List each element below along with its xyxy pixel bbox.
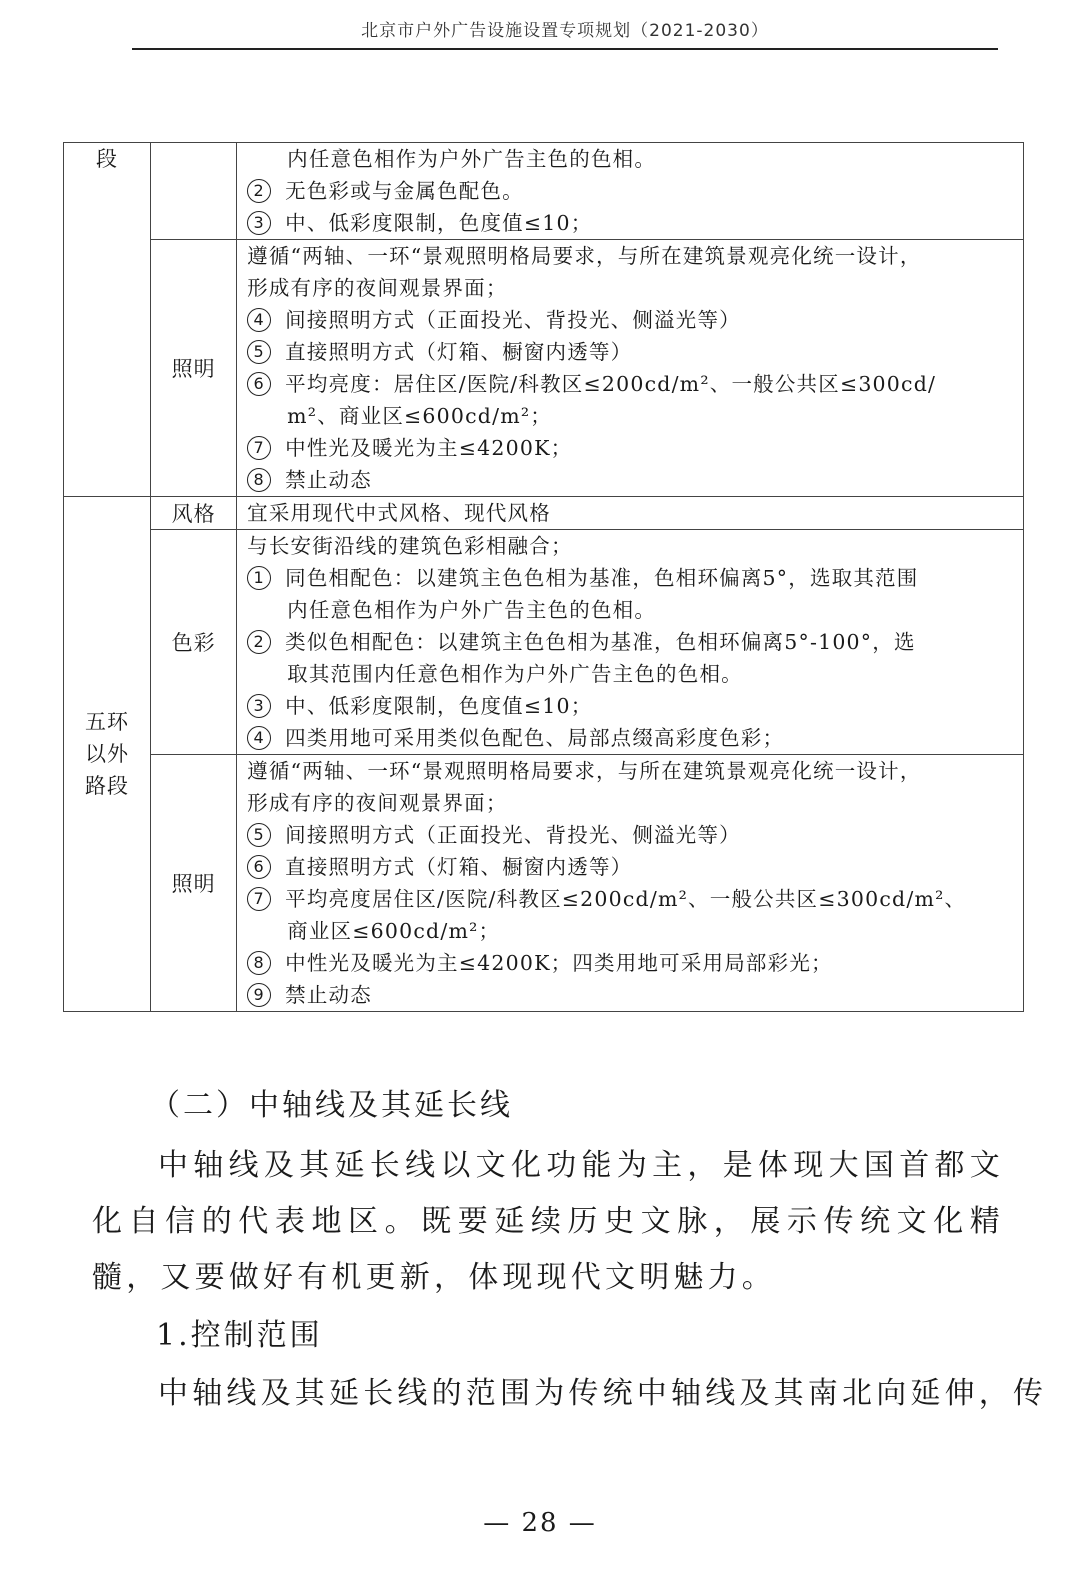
aspect-label: 风格 [171,502,216,526]
item-text: 中性光及暖光为主≤4200K；四类用地可采用局部彩光； [285,951,833,975]
content-line [247,594,1013,626]
item-number-marker: 6 [247,372,271,396]
table-row [64,497,1024,530]
aspect-cell [151,143,237,240]
content-cell [237,530,1024,755]
content-line [247,272,1013,304]
item-text: 内任意色相作为户外广告主色的色相。 [287,598,657,622]
item-text: 平均亮度居住区/医院/科教区≤200cd/m²、一般公共区≤300cd/m²、 [285,887,967,911]
section-label: 段 [96,147,119,171]
content-line [247,497,1013,529]
item-text: 平均亮度：居住区/医院/科教区≤200cd/m²、一般公共区≤300cd/ [285,372,937,396]
item-text: 商业区≤600cd/m²； [287,919,501,943]
aspect-cell [151,530,237,755]
content-line [247,819,1013,851]
item-text: 遵循“两轴、一环“景观照明格局要求，与所在建筑景观亮化统一设计， [247,759,922,783]
content-line [247,915,1013,947]
item-text: 宜采用现代中式风格、现代风格 [247,501,551,525]
content-cell [237,143,1024,240]
content-cell [237,240,1024,497]
content-line [247,175,1013,207]
table-row [64,143,1024,240]
item-number-marker: 5 [247,823,271,847]
content-line [247,722,1013,754]
page-number: — 28 — [483,1508,597,1538]
content-line [247,851,1013,883]
item-text: 形成有序的夜间观景界面； [247,276,508,300]
item-text: 中、低彩度限制，色度值≤10； [285,694,593,718]
item-text: 中性光及暖光为主≤4200K； [285,436,573,460]
aspect-label: 色彩 [171,631,216,655]
item-text: 无色彩或与金属色配色。 [285,179,524,203]
item-number-marker: 8 [247,951,271,975]
content-line [247,368,1013,400]
content-cell [237,497,1024,530]
aspect-cell [151,755,237,1012]
item-text: 内任意色相作为户外广告主色的色相。 [287,147,657,171]
aspect-label: 照明 [171,872,216,896]
content-line [247,432,1013,464]
item-number-marker: 2 [247,179,271,203]
item-text: 形成有序的夜间观景界面； [247,791,508,815]
item-text: 类似色相配色：以建筑主色色相为基准，色相环偏离5°-100°，选 [285,630,916,654]
content-line [247,787,1013,819]
content-line [247,979,1013,1011]
item-number-marker: 3 [247,211,271,235]
item-text: 取其范围内任意色相作为户外广告主色的色相。 [287,662,743,686]
item-number-marker: 9 [247,983,271,1007]
section-label-line: 以外 [85,742,130,766]
aspect-cell [151,240,237,497]
item-number-marker: 8 [247,468,271,492]
item-text: 四类用地可采用类似色配色、局部点缀高彩度色彩； [285,726,785,750]
item-text: m²、商业区≤600cd/m²； [287,404,552,428]
section-label-line: 路段 [85,774,130,798]
item-number-marker: 1 [247,566,271,590]
aspect-cell [151,497,237,530]
item-text: 间接照明方式（正面投光、背投光、侧溢光等） [285,308,741,332]
table-row [64,240,1024,497]
item-number-marker: 2 [247,630,271,654]
section-label-cell [64,143,151,497]
content-line [247,400,1013,432]
body-paragraph: 中轴线及其延长线以文化功能为主，是体现大国首都文化自信的代表地区。既要延续历史文脉，展示传统文化精髓，又要做好有机更新，体现现代文明魅力。 [92,1148,1004,1295]
content-line [247,562,1013,594]
content-line [247,530,1013,562]
content-line [247,626,1013,658]
item-text: 直接照明方式（灯箱、橱窗内透等） [285,855,633,879]
section-heading: （二）中轴线及其延长线 [150,1088,513,1123]
content-line [247,240,1013,272]
content-line [247,755,1013,787]
header-title: 北京市户外广告设施设置专项规划（2021-2030） [361,21,769,41]
content-line [247,658,1013,690]
item-number-marker: 7 [247,436,271,460]
table-row [64,530,1024,755]
content-line [247,464,1013,496]
subsection-heading: 1.控制范围 [156,1318,323,1353]
item-text: 禁止动态 [285,983,372,1007]
standards-table [63,142,1024,1012]
section-label-cell [64,497,151,1012]
section-label-line: 五环 [85,710,130,734]
item-text: 禁止动态 [285,468,372,492]
item-text: 直接照明方式（灯箱、橱窗内透等） [285,340,633,364]
content-line [247,690,1013,722]
content-line [247,207,1013,239]
aspect-label: 照明 [171,357,216,381]
content-cell [237,755,1024,1012]
item-text: 与长安街沿线的建筑色彩相融合； [247,534,573,558]
content-line [247,947,1013,979]
item-number-marker: 5 [247,340,271,364]
content-line [247,883,1013,915]
content-line [247,143,1013,175]
item-text: 间接照明方式（正面投光、背投光、侧溢光等） [285,823,741,847]
page-header [132,14,998,50]
item-number-marker: 3 [247,694,271,718]
body-paragraph-continued: 中轴线及其延长线的范围为传统中轴线及其南北向延伸，传 [158,1376,1048,1411]
item-text: 同色相配色：以建筑主色色相为基准，色相环偏离5°，选取其范围 [285,566,919,590]
table-row [64,755,1024,1012]
item-number-marker: 4 [247,726,271,750]
content-line [247,336,1013,368]
item-text: 遵循“两轴、一环“景观照明格局要求，与所在建筑景观亮化统一设计， [247,244,922,268]
item-text: 中、低彩度限制，色度值≤10； [285,211,593,235]
content-line [247,304,1013,336]
item-number-marker: 6 [247,855,271,879]
item-number-marker: 7 [247,887,271,911]
item-number-marker: 4 [247,308,271,332]
